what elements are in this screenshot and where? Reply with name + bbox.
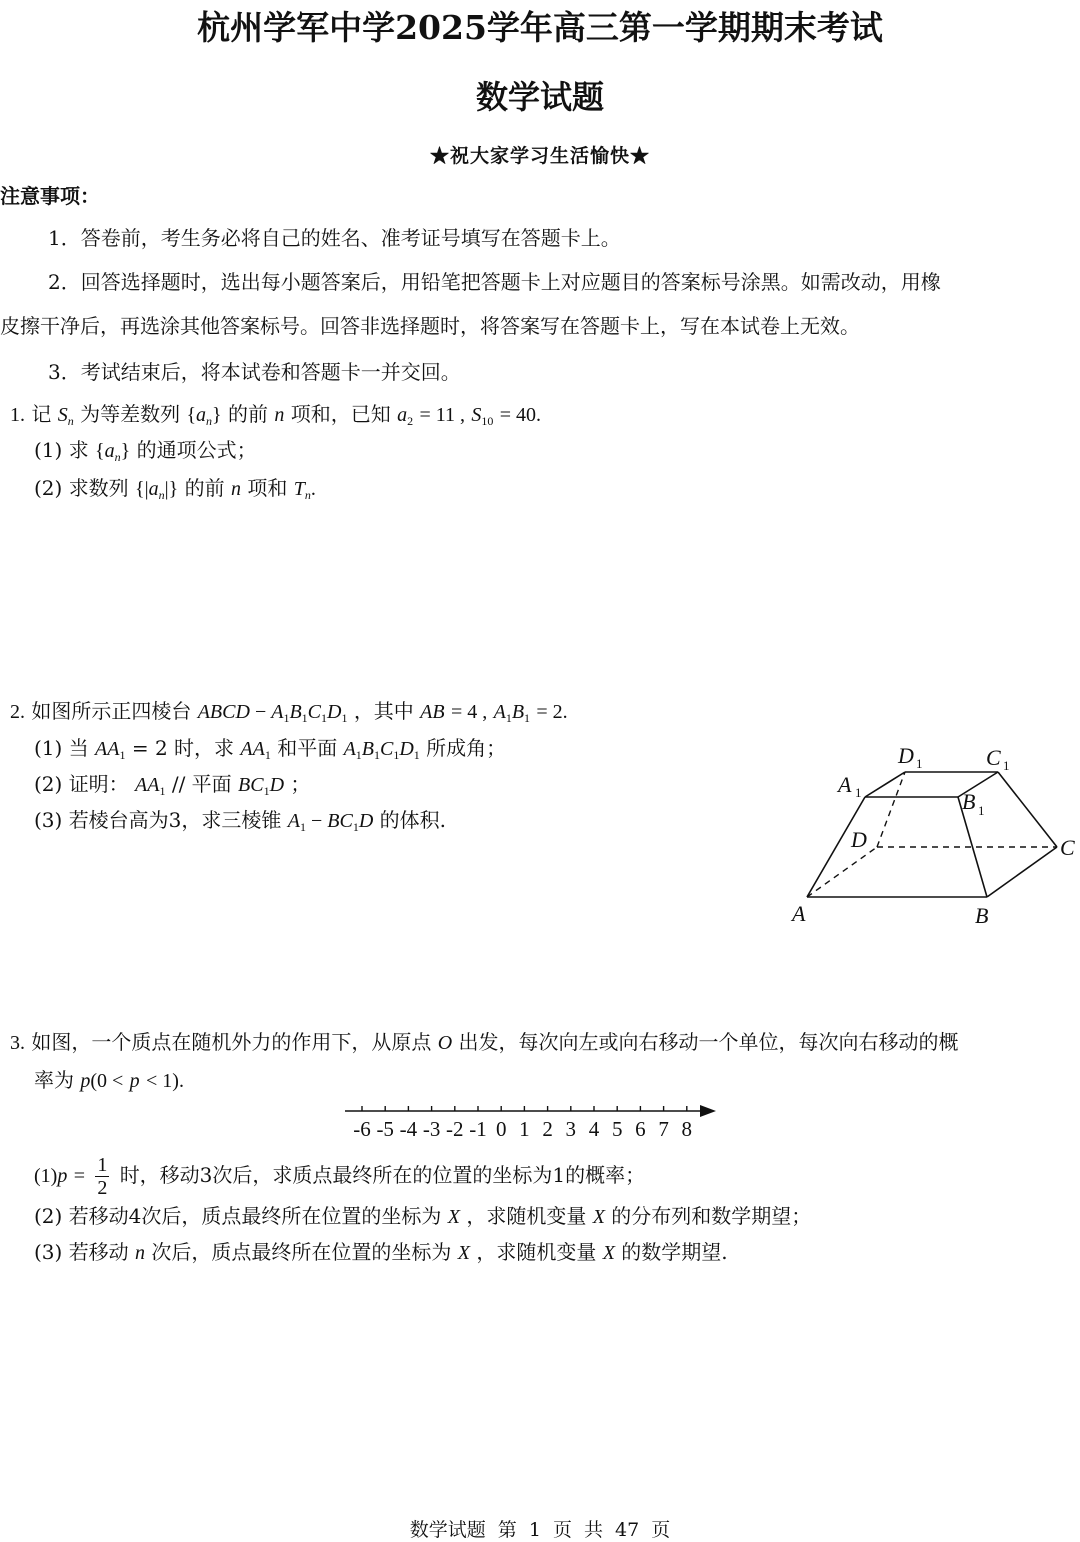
label-B1: B xyxy=(962,789,976,814)
number-line-tick-label: -6 xyxy=(353,1117,371,1141)
notes-heading: 注意事项： xyxy=(0,184,100,208)
q3-stem-line2: 率为 p(0 < p < 1). xyxy=(34,1068,184,1092)
motto: ★祝大家学习生活愉快★ xyxy=(429,145,650,167)
number-line-tick-label: -1 xyxy=(469,1117,487,1141)
page-footer: 数学试题 第 1 页 共 47 页 xyxy=(409,1519,671,1541)
hidden-edge-A-D xyxy=(807,847,877,897)
edge-D1-A1 xyxy=(865,772,905,797)
q1-part2: (2) 求数列 $\{|a_n|\}$ 的前 n 项和 $T_n$. xyxy=(34,476,316,502)
number-line-tick-label: -2 xyxy=(446,1117,464,1141)
note-item-1: 1．答卷前，考生务必将自己的姓名、准考证号填写在答题卡上。 xyxy=(48,226,621,250)
number-line-tick-label: 2 xyxy=(542,1117,553,1141)
exam-title: 杭州学军中学2025学年高三第一学期期末考试 xyxy=(197,8,883,47)
label-C1: C xyxy=(986,745,1001,770)
label-B: B xyxy=(975,903,989,928)
number-line-tick-label: 5 xyxy=(611,1117,623,1141)
note-item-2-line2: 皮擦干净后，再选涂其他答案标号。回答非选择题时，将答案写在答题卡上，写在本试卷上无效。 xyxy=(0,314,860,338)
label-C1-sub: 1 xyxy=(1003,758,1010,773)
note-item-2-line1: 2．回答选择题时，选出每小题答案后，用铅笔把答题卡上对应题目的答案标号涂黑。如需改动，用橡 xyxy=(48,270,941,294)
label-A: A xyxy=(792,901,806,926)
label-A1: A xyxy=(838,772,852,797)
q2-part2: (2) 证明： $AA_1$ // 平面 $BC_1D$ ； xyxy=(34,772,311,798)
label-D1: D xyxy=(898,743,914,768)
number-line-arrow-icon xyxy=(700,1105,716,1117)
number-line-tick-label: 6 xyxy=(635,1117,646,1141)
number-line-tick-label: 8 xyxy=(681,1117,693,1141)
q3-part2: (2) 若移动4次后，质点最终所在位置的坐标为 X ，求随机变量 X 的分布列和数学期望； xyxy=(34,1204,812,1228)
number-line-tick-label: -4 xyxy=(399,1117,418,1141)
note-item-3: 3．考试结束后，将本试卷和答题卡一并交回。 xyxy=(48,360,461,384)
number-line xyxy=(340,1100,730,1144)
q2-part3: (3) 若棱台高为3，求三棱锥 $A_1 - BC_1D$ 的体积. xyxy=(34,808,447,834)
number-line-tick-label: -5 xyxy=(376,1117,394,1141)
number-line-tick-label: 0 xyxy=(495,1117,507,1141)
number-line-tick-label: 3 xyxy=(565,1117,577,1141)
number-line-tick-label: 7 xyxy=(658,1117,669,1141)
q1-part1: (1) 求 $\{a_n\}$ 的通项公式； xyxy=(34,438,257,464)
label-A1-sub: 1 xyxy=(855,785,862,800)
number-line-tick-label: 4 xyxy=(588,1117,600,1141)
q2-stem: 2. 如图所示正四棱台 ABCD − $A_1B_1C_1D_1$ ，其中 AB = 4 , $A_1B_1 = 2$. xyxy=(10,699,568,725)
frustum-figure xyxy=(780,735,1080,935)
number-line-tick-label: -3 xyxy=(422,1117,441,1141)
label-C: C xyxy=(1060,835,1075,860)
hidden-edge-D-D1 xyxy=(877,772,905,847)
number-line-tick-label: 1 xyxy=(519,1117,530,1141)
q3-part3: (3) 若移动 n 次后，质点最终所在位置的坐标为 X ，求随机变量 X 的数学期望. xyxy=(34,1240,728,1264)
label-B1-sub: 1 xyxy=(978,803,985,818)
q3-stem-line1: 3. 如图，一个质点在随机外力的作用下，从原点 O 出发，每次向左或向右移动一个单位，每次向右移动的概 xyxy=(10,1030,959,1054)
q1-stem: 1. 记 $S_n$ 为等差数列 $\{a_n\}$ 的前 n 项和，已知 $a_2 = 11$ , $S_{10} = 40$. xyxy=(10,402,541,428)
q3-part1: (1)p = $\frac{1}{2}$ 时，移动3次后，求质点最终所在的位置的坐标为1的概率； xyxy=(34,1154,646,1199)
label-D1-sub: 1 xyxy=(916,756,923,771)
edge-C-C1 xyxy=(998,772,1057,847)
label-D: D xyxy=(851,827,867,852)
edge-B-C xyxy=(987,847,1057,897)
q2-part1: (1) 当 $AA_1 = 2$ 时，求 $AA_1$ 和平面 $A_1B_1C_1D_1$ 所成角； xyxy=(34,736,507,762)
fraction-one-half: $\frac{1}{2}$ xyxy=(97,1154,108,1199)
exam-subtitle: 数学试题 xyxy=(475,78,604,116)
